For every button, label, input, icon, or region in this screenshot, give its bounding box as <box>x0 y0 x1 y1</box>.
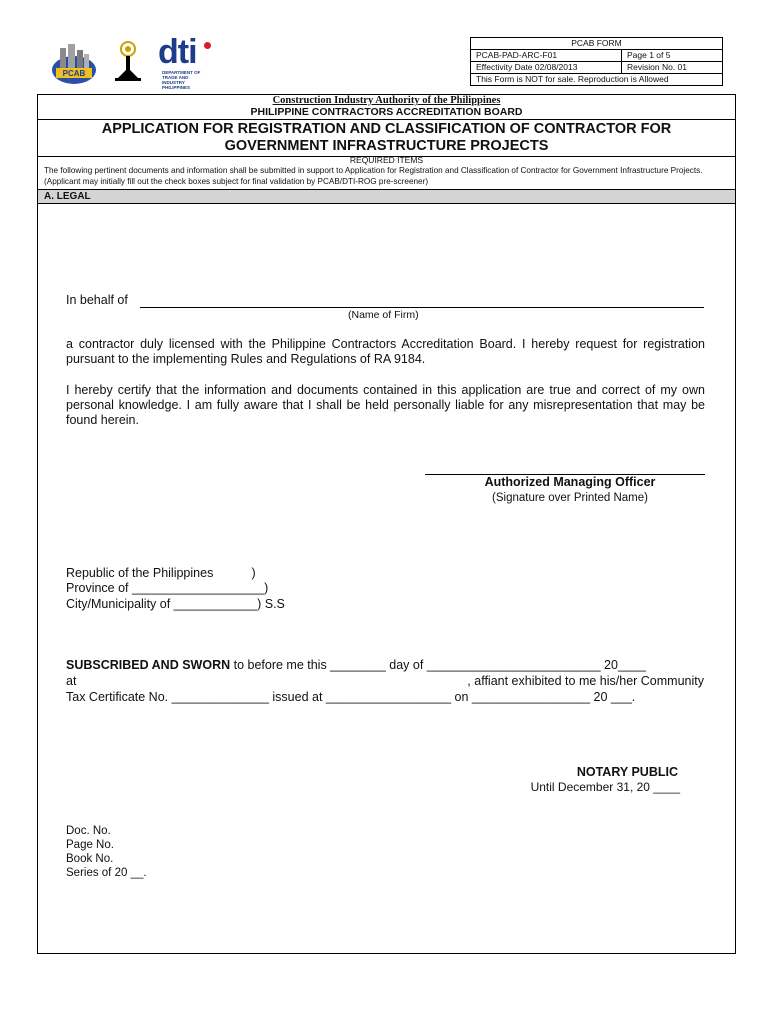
dti-logo-text: dti <box>158 33 197 71</box>
officer-title: Authorized Managing Officer <box>484 475 656 489</box>
notary-until: Until December 31, 20 ____ <box>530 780 680 794</box>
venue-province: Province of ___________________) <box>66 581 269 595</box>
form-effectivity: Effectivity Date 02/08/2013 <box>471 62 622 73</box>
divider <box>38 119 735 120</box>
pcab-logo <box>50 40 98 86</box>
dti-logo <box>158 33 218 90</box>
dti-logo-dot <box>204 42 211 49</box>
jurat-at: at <box>66 674 77 688</box>
series-no: Series of 20 __. <box>66 867 147 879</box>
notary-title: NOTARY PUBLIC <box>576 765 678 779</box>
required-items-heading: REQUIRED ITEMS <box>349 155 424 165</box>
jurat-line-3: Tax Certificate No. ______________ issued at __________________ on _________________ 20 ___. <box>66 690 636 704</box>
ciap-logo <box>113 40 143 82</box>
dti-logo-subtext: DEPARTMENT OF TRADE AND INDUSTRY PHILIPPINES <box>162 70 201 90</box>
form-box-title: PCAB FORM <box>571 38 622 48</box>
book-no: Book No. <box>66 853 114 865</box>
page-no: Page No. <box>66 839 114 851</box>
board-heading: PHILIPPINE CONTRACTORS ACCREDITATION BOARD <box>250 106 523 118</box>
jurat-line-2: , affiant exhibited to me his/her Community <box>467 674 704 688</box>
section-a-header: A. LEGAL <box>38 189 735 204</box>
doc-no: Doc. No. <box>66 825 111 837</box>
request-paragraph: a contractor duly licensed with the Philippine Contractors Accreditation Board. I hereby request for registration pursuant to the implementing Rules and Regulations of RA 9184. <box>66 337 705 366</box>
logo-group <box>50 33 220 90</box>
form-frame <box>37 94 736 954</box>
authority-heading: Construction Industry Authority of the Philippines <box>272 95 501 106</box>
form-note: This Form is NOT for sale. Reproduction is Allowed <box>476 74 669 84</box>
form-info-box <box>470 37 723 86</box>
venue-republic: Republic of the Philippines ) <box>66 566 256 580</box>
jurat-line-1: SUBSCRIBED AND SWORN to before me this ________ day of _________________________ 20____ <box>66 658 646 672</box>
form-revision: Revision No. 01 <box>627 62 688 72</box>
form-title: APPLICATION FOR REGISTRATION AND CLASSIFICATION OF CONTRACTOR FOR GOVERNMENT INFRASTRUCTURE PROJECTS <box>101 121 672 154</box>
required-items-text: The following pertinent documents and information shall be submitted in support to Application for Registration and Classification of Contractor for Government Infrastructure Projects.(Applicant may initially fill out the check boxes subject for final validation by PCAB/DTI-ROG pre-screener) <box>44 166 703 186</box>
pcab-logo-text: PCAB <box>62 69 86 78</box>
certify-paragraph: I hereby certify that the information and documents contained in this application are true and correct of my own personal knowledge. I am fully aware that I shall be held personally liable for any misrepresentation that may be found herein. <box>66 383 705 427</box>
firm-name-caption: (Name of Firm) <box>348 309 419 321</box>
firm-name-line[interactable] <box>140 307 704 308</box>
signature-caption: (Signature over Printed Name) <box>492 492 648 504</box>
behalf-label: In behalf of <box>66 293 128 307</box>
venue-city: City/Municipality of ____________) S.S <box>66 597 285 611</box>
form-code: PCAB-PAD-ARC-F01 <box>471 50 622 61</box>
form-page: Page 1 of 5 <box>627 50 671 60</box>
